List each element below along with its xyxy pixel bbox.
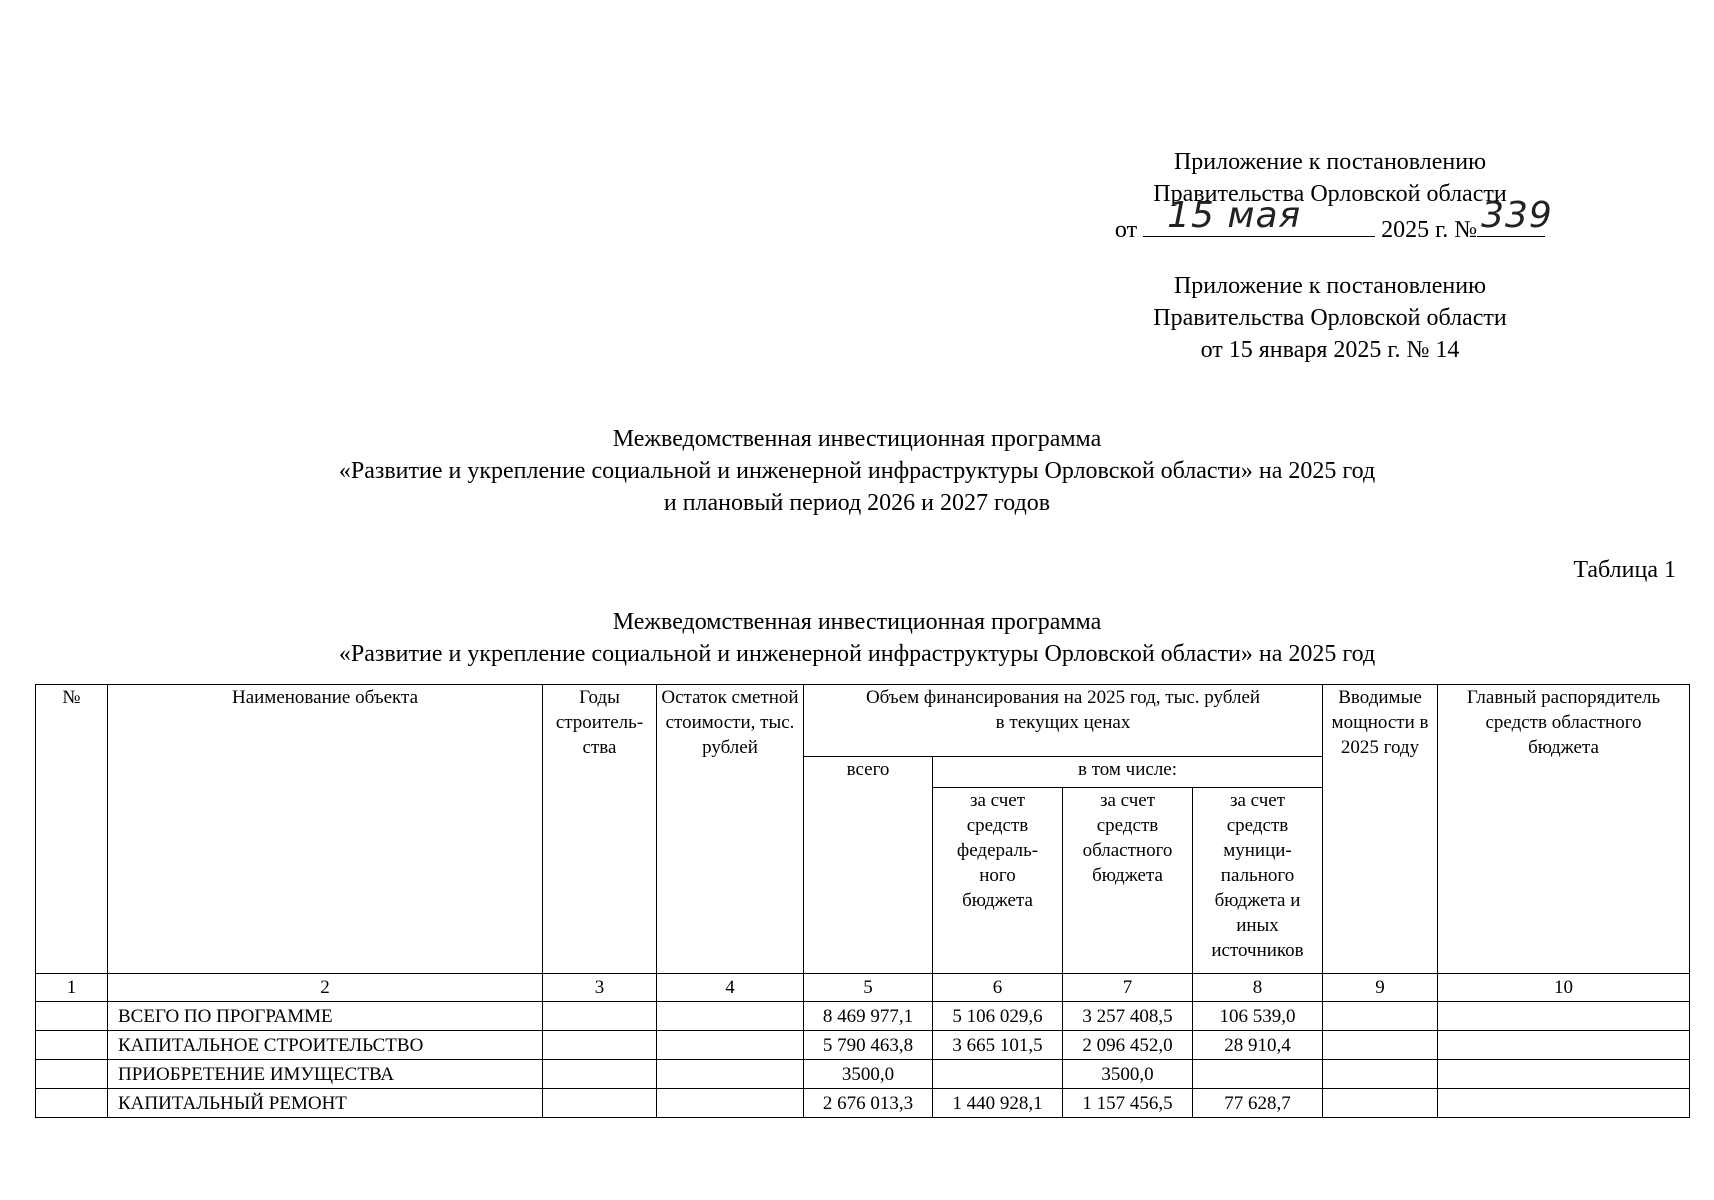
date-signature-line xyxy=(1143,195,1375,237)
cell-municipal xyxy=(1193,1060,1323,1089)
handwritten-date: 15 мая xyxy=(1167,195,1302,236)
cell-total: 3500,0 xyxy=(804,1060,933,1089)
table-row xyxy=(36,1031,1690,1060)
cell-num xyxy=(36,1002,108,1031)
program-title-line2: «Развитие и укрепление социальной и инженерной инфраструктуры Орловской области» на 2025 год xyxy=(338,458,1376,484)
cell-capacity xyxy=(1323,1002,1438,1031)
cell-regional: 2 096 452,0 xyxy=(1063,1031,1193,1060)
header-financing: Объем финансирования на 2025 год, тыс. рублей в текущих ценах xyxy=(804,685,1323,757)
cell-capacity xyxy=(1323,1089,1438,1118)
header-old-line3: от 15 января 2025 г. № 14 xyxy=(1200,337,1460,363)
header-new-year: 2025 г. № xyxy=(1381,217,1478,243)
table-label: Таблица 1 xyxy=(1573,557,1676,583)
index-cell: 4 xyxy=(657,974,804,1002)
number-signature-line xyxy=(1477,195,1553,237)
cell-manager xyxy=(1438,1002,1690,1031)
index-cell: 1 xyxy=(36,974,108,1002)
table-title xyxy=(0,606,1714,670)
table-row xyxy=(36,1089,1690,1118)
index-cell: 8 xyxy=(1193,974,1323,1002)
header-total: всего xyxy=(804,757,933,974)
cell-regional: 1 157 456,5 xyxy=(1063,1089,1193,1118)
header-years: Годы строитель-ства xyxy=(543,685,657,974)
cell-federal: 5 106 029,6 xyxy=(933,1002,1063,1031)
cell-total: 5 790 463,8 xyxy=(804,1031,933,1060)
program-title xyxy=(0,423,1714,519)
cell-regional: 3500,0 xyxy=(1063,1060,1193,1089)
index-cell: 3 xyxy=(543,974,657,1002)
cell-years xyxy=(543,1002,657,1031)
program-title-line1: Межведомственная инвестиционная программа xyxy=(612,426,1102,452)
header-including: в том числе: xyxy=(933,757,1323,788)
index-cell: 2 xyxy=(108,974,543,1002)
table-title-line2: «Развитие и укрепление социальной и инженерной инфраструктуры Орловской области» на 2025 год xyxy=(338,641,1376,667)
cell-num xyxy=(36,1031,108,1060)
program-title-line3: и плановый период 2026 и 2027 годов xyxy=(663,490,1051,516)
handwritten-number: 339 xyxy=(1481,195,1553,236)
header-name: Наименование объекта xyxy=(108,685,543,974)
cell-name: КАПИТАЛЬНОЕ СТРОИТЕЛЬСТВО xyxy=(108,1031,543,1060)
new-resolution-header xyxy=(1100,146,1560,246)
cell-num xyxy=(36,1060,108,1089)
cell-remainder xyxy=(657,1031,804,1060)
header-capacity: Вводимые мощности в 2025 году xyxy=(1323,685,1438,974)
cell-manager xyxy=(1438,1089,1690,1118)
cell-manager xyxy=(1438,1060,1690,1089)
cell-remainder xyxy=(657,1089,804,1118)
cell-name: КАПИТАЛЬНЫЙ РЕМОНТ xyxy=(108,1089,543,1118)
cell-years xyxy=(543,1089,657,1118)
table-title-line1: Межведомственная инвестиционная программа xyxy=(612,609,1102,635)
table-row xyxy=(36,1060,1690,1089)
cell-federal: 1 440 928,1 xyxy=(933,1089,1063,1118)
header-num: № xyxy=(36,685,108,974)
cell-remainder xyxy=(657,1060,804,1089)
cell-years xyxy=(543,1031,657,1060)
index-cell: 7 xyxy=(1063,974,1193,1002)
cell-federal: 3 665 101,5 xyxy=(933,1031,1063,1060)
header-old-line2: Правительства Орловской области xyxy=(1153,305,1507,331)
index-cell: 5 xyxy=(804,974,933,1002)
cell-municipal: 77 628,7 xyxy=(1193,1089,1323,1118)
index-cell: 6 xyxy=(933,974,1063,1002)
header-remainder: Остаток сметной стоимости, тыс. рублей xyxy=(657,685,804,974)
header-new-prefix: от xyxy=(1114,217,1138,243)
header-new-line2: Правительства Орловской области xyxy=(1153,181,1507,207)
header-municipal: за счет средств муници-пального бюджета и иных источников xyxy=(1193,788,1323,974)
cell-years xyxy=(543,1060,657,1089)
index-cell: 10 xyxy=(1438,974,1690,1002)
header-regional: за счет средств областного бюджета xyxy=(1063,788,1193,974)
cell-capacity xyxy=(1323,1060,1438,1089)
investment-table xyxy=(35,684,1690,1118)
cell-manager xyxy=(1438,1031,1690,1060)
cell-capacity xyxy=(1323,1031,1438,1060)
cell-num xyxy=(36,1089,108,1118)
table-row xyxy=(36,1002,1690,1031)
header-row-1 xyxy=(36,685,1690,757)
cell-total: 2 676 013,3 xyxy=(804,1089,933,1118)
header-old-line1: Приложение к постановлению xyxy=(1173,273,1487,299)
header-new-line1: Приложение к постановлению xyxy=(1173,149,1487,175)
header-federal: за счет средств федераль-ного бюджета xyxy=(933,788,1063,974)
cell-remainder xyxy=(657,1002,804,1031)
cell-municipal: 106 539,0 xyxy=(1193,1002,1323,1031)
cell-federal xyxy=(933,1060,1063,1089)
cell-name: ПРИОБРЕТЕНИЕ ИМУЩЕСТВА xyxy=(108,1060,543,1089)
cell-municipal: 28 910,4 xyxy=(1193,1031,1323,1060)
index-row xyxy=(36,974,1690,1002)
cell-total: 8 469 977,1 xyxy=(804,1002,933,1031)
cell-name: ВСЕГО ПО ПРОГРАММЕ xyxy=(108,1002,543,1031)
old-resolution-header xyxy=(1100,270,1560,366)
header-new-line3 xyxy=(1100,195,1560,246)
cell-regional: 3 257 408,5 xyxy=(1063,1002,1193,1031)
index-cell: 9 xyxy=(1323,974,1438,1002)
header-manager: Главный распорядитель средств областного бюджета xyxy=(1438,685,1690,974)
